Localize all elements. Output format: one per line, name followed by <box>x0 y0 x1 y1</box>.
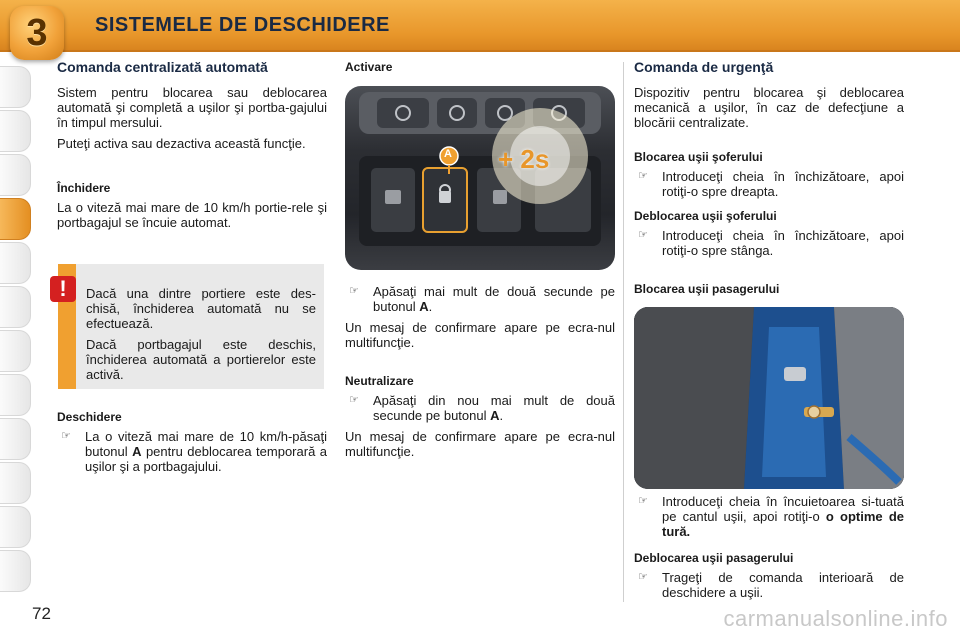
column-divider <box>623 62 624 602</box>
left-column <box>57 60 327 236</box>
activation-bullet-end: . <box>428 299 433 314</box>
auto-lock-toggle-note: Puteţi activa sau dezactiva această funcţie. <box>57 136 306 151</box>
section-title-emergency: Comanda de urgenţă <box>634 59 774 75</box>
door-photo <box>634 307 904 489</box>
opening-heading: Deschidere <box>57 410 122 424</box>
hand-pointer-icon: ☞ <box>638 571 648 583</box>
chapter-badge <box>10 6 64 60</box>
side-tab-2[interactable] <box>0 110 31 152</box>
passenger-unlock-heading: Deblocarea uşii pasagerului <box>634 551 794 565</box>
middle-column <box>345 60 615 79</box>
neutral-bullet-text: Apăsaţi din nou mai mult de două secunde pe butonul <box>373 393 615 423</box>
opening-bullet <box>57 429 327 474</box>
passenger-lock-text: Introduceţi cheia în încuietoarea si-tuată pe cantul uşii, apoi rotiţi-o <box>662 494 904 524</box>
button-a-label: A <box>444 148 452 160</box>
hand-pointer-icon: ☞ <box>638 495 648 507</box>
driver-unlock-text: Introduceţi cheia în închizătoare, apoi rotiţi-o spre stânga. <box>662 228 904 258</box>
hand-pointer-icon: ☞ <box>349 394 359 406</box>
button-a-ref: A <box>132 444 142 459</box>
side-tab-6[interactable] <box>0 286 31 328</box>
driver-lock-heading: Blocarea uşii şoferului <box>634 150 763 164</box>
auto-lock-intro: Sistem pentru blocarea sau deblocarea automată şi completă a uşilor şi portba-gajului în timpul mersului. <box>57 85 327 130</box>
hand-pointer-icon: ☞ <box>349 285 359 297</box>
driver-lock-bullet <box>634 169 904 199</box>
side-tab-7[interactable] <box>0 330 31 372</box>
side-tabs <box>0 66 34 594</box>
passenger-unlock-bullet <box>634 570 904 600</box>
opening-bullet-text-end: pentru deblocarea temporară a uşilor şi a portbagajului. <box>85 444 327 474</box>
passenger-section <box>634 494 904 606</box>
section-title-auto-lock: Comanda centralizată automată <box>57 59 268 75</box>
closing-text: La o viteză mai mare de 10 km/h portie-rele şi portbagajul se încuie automat. <box>57 200 327 230</box>
neutral-bullet <box>345 393 615 423</box>
activation-section <box>345 284 615 465</box>
neutral-heading: Neutralizare <box>345 374 414 388</box>
neutral-bullet-end: . <box>499 408 504 423</box>
hand-pointer-icon: ☞ <box>638 170 648 182</box>
driver-unlock-heading: Deblocarea uşii şoferului <box>634 209 777 223</box>
driver-lock-text: Introduceţi cheia în închizătoare, apoi rotiţi-o spre dreapta. <box>662 169 904 199</box>
dashboard-photo <box>345 86 615 270</box>
watermark: carmanualsonline.info <box>723 606 948 631</box>
activation-bullet-text: Apăsaţi mai mult de două secunde pe butonul <box>373 284 615 314</box>
side-tab-10[interactable] <box>0 462 31 504</box>
activation-heading: Activare <box>345 60 393 74</box>
side-tab-9[interactable] <box>0 418 31 460</box>
chapter-number: 3 <box>26 11 48 54</box>
page-number: 72 <box>32 604 51 623</box>
neutral-confirmation: Un mesaj de confirmare apare pe ecra-nul multifuncţie. <box>345 429 615 459</box>
right-column <box>634 60 904 301</box>
side-tab-8[interactable] <box>0 374 31 416</box>
driver-unlock-bullet <box>634 228 904 258</box>
hand-pointer-icon: ☞ <box>61 430 71 442</box>
side-tab-11[interactable] <box>0 506 31 548</box>
warning-text-2: Dacă portbagajul este deschis, închiderea automată a portierelor este activă. <box>86 337 316 382</box>
eighth-turn-emphasis: o optime de tură. <box>662 509 905 539</box>
activation-confirmation: Un mesaj de confirmare apare pe ecra-nul multifuncţie. <box>345 320 615 350</box>
side-tab-5[interactable] <box>0 242 31 284</box>
passenger-unlock-text: Trageţi de comanda interioară de deschidere a uşii. <box>662 570 904 600</box>
opening-section <box>57 410 327 480</box>
warning-text-1: Dacă una dintre portiere este des-chisă, închiderea automată nu se efectuează. <box>86 286 316 331</box>
activation-bullet <box>345 284 615 314</box>
passenger-lock-bullet <box>634 494 904 539</box>
side-tab-3[interactable] <box>0 154 31 196</box>
hand-pointer-icon: ☞ <box>638 229 648 241</box>
emergency-intro: Dispozitiv pentru blocarea şi deblocarea mecanică a uşilor, în caz de defecţiune a blocării centralizate. <box>634 85 904 130</box>
chapter-title: SISTEMELE DE DESCHIDERE <box>95 14 390 36</box>
button-a-ref: A <box>490 408 500 423</box>
side-tab-1[interactable] <box>0 66 31 108</box>
opening-bullet-text: La o viteză mai mare de 10 km/h-păsaţi butonul <box>85 429 327 459</box>
button-a-ref: A <box>419 299 429 314</box>
hold-duration-label: + 2s <box>498 144 550 174</box>
passenger-lock-heading: Blocarea uşii pasagerului <box>634 282 780 296</box>
side-tab-4-active[interactable] <box>0 198 31 240</box>
closing-heading: Închidere <box>57 181 111 195</box>
warning-box <box>58 264 324 389</box>
warning-icon: ! <box>50 276 76 302</box>
side-tab-12[interactable] <box>0 550 31 592</box>
